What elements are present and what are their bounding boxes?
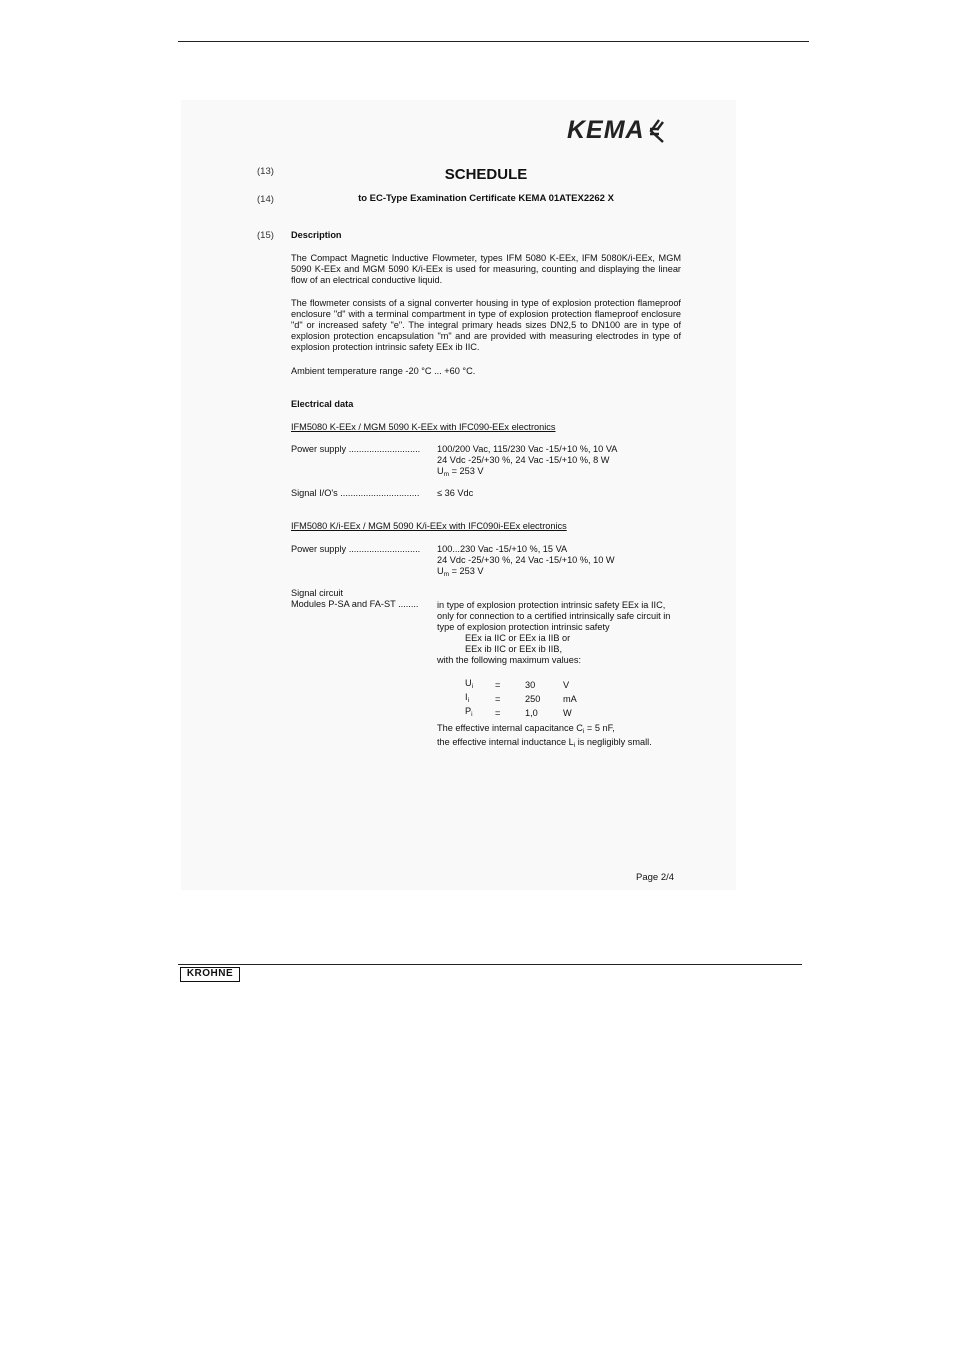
- certificate-subtitle: to EC-Type Examination Certificate KEMA 01ATEX2262 X: [358, 193, 614, 204]
- section1-power-line2: 24 Vdc -25/+30 %, 24 Vac -15/+10 %, 8 W: [437, 455, 610, 465]
- internal-values: [437, 723, 687, 751]
- table-row: [465, 706, 577, 720]
- bottom-rule: [178, 964, 802, 965]
- section2-signal-description: [437, 600, 687, 666]
- param-equals: =: [495, 679, 501, 690]
- section2-power-line2: 24 Vdc -25/+30 %, 24 Vac -15/+10 %, 10 W: [437, 555, 615, 565]
- signal-line-1: in type of explosion protection intrinsic safety EEx ia IIC,: [437, 600, 666, 610]
- param-unit: W: [563, 707, 572, 718]
- um-subscript: m: [443, 471, 450, 478]
- max-values-table: [465, 678, 577, 720]
- clause-number-13: (13): [257, 166, 274, 177]
- ambient-temperature: Ambient temperature range -20 °C ... +60 °C.: [291, 366, 476, 376]
- param-unit: mA: [563, 693, 577, 704]
- page-number: Page 2/4: [636, 872, 675, 883]
- param-equals: =: [495, 707, 501, 718]
- section2-um: [437, 566, 687, 580]
- param-equals: =: [495, 693, 501, 704]
- section1-power-line1: 100/200 Vac, 115/230 Vac -15/+10 %, 10 VA: [437, 444, 618, 454]
- section2-heading: IFM5080 K/i-EEx / MGM 5090 K/i-EEx with IFC090i-EEx electronics: [291, 521, 567, 531]
- param-symbol: $I_i$: [465, 692, 470, 704]
- section1-power-label: Power supply ............................: [291, 444, 421, 454]
- electrical-data-heading: Electrical data: [291, 399, 354, 409]
- kema-logo-text: KEMA: [567, 116, 645, 144]
- section1-um: [437, 466, 687, 480]
- um-symbol: U: [437, 466, 444, 476]
- kema-mark-icon: [647, 118, 669, 144]
- schedule-title: SCHEDULE: [444, 166, 528, 183]
- param-value: 1,0: [525, 707, 538, 718]
- signal-line-5: EEx ib IIC or EEx ib IIB,: [465, 644, 563, 654]
- signal-line-3: type of explosion protection intrinsic safety: [437, 622, 610, 632]
- section1-power-values: [437, 444, 687, 480]
- inductance-line: the effective internal inductance $L_i$ is negligibly small.: [437, 737, 652, 749]
- section2-signal-label: [291, 588, 436, 610]
- signal-line-4: EEx ia IIC or EEx ia IIB or: [465, 633, 571, 643]
- signal-line-2: only for connection to a certified intrinsically safe circuit in: [437, 611, 671, 621]
- clause-number-15: (15): [257, 230, 274, 241]
- table-row: [465, 692, 577, 706]
- param-symbol: $U_i$: [465, 678, 474, 690]
- section1-heading: IFM5080 K-EEx / MGM 5090 K-EEx with IFC090-EEx electronics: [291, 422, 556, 432]
- param-value: 250: [525, 693, 541, 704]
- table-row: [465, 678, 577, 692]
- top-rule: [178, 41, 809, 42]
- um-subscript: m: [443, 571, 450, 578]
- description-heading: Description: [291, 230, 342, 240]
- um-value: = 253 V: [449, 566, 484, 576]
- description-paragraph-1: The Compact Magnetic Inductive Flowmeter, types IFM 5080 K-EEx, IFM 5080K/i-EEx, MGM 5090 K-EEx and MGM 5090 K/i-EEx is used for measuring, counting and displaying the linear flow of an electrical conductive liquid.: [291, 253, 681, 285]
- section1-signal-label: Signal I/O's ...............................: [291, 488, 420, 498]
- param-value: 30: [525, 679, 536, 690]
- kema-logo: [567, 116, 669, 145]
- signal-line-6: with the following maximum values:: [437, 655, 581, 665]
- description-paragraph-2: The flowmeter consists of a signal converter housing in type of explosion protection flameproof enclosure "d" with a terminal compartment in type of explosion protection flameproof enclosure "d" or increased safety "e". The integral primary heads sizes DN2,5 to DN100 are in type of explosion protection encapsulation "m" and are provided with measuring electrodes in type of explosion protection intrinsic safety EEx ib IIC.: [291, 298, 681, 352]
- signal-circuit-label: Signal circuit: [291, 588, 344, 598]
- section1-signal-value: ≤ 36 Vdc: [437, 488, 474, 498]
- modules-label: Modules P-SA and FA-ST ........: [291, 599, 419, 609]
- section2-power-values: [437, 544, 687, 580]
- section2-power-line1: 100...230 Vac -15/+10 %, 15 VA: [437, 544, 568, 554]
- section2-power-label: Power supply ............................: [291, 544, 421, 554]
- param-symbol: $P_i$: [465, 706, 473, 718]
- capacitance-line: The effective internal capacitance $C_i = 5$ nF,: [437, 723, 615, 735]
- um-value: = 253 V: [449, 466, 484, 476]
- krohne-logo: KROHNE: [180, 967, 240, 982]
- param-unit: V: [563, 679, 570, 690]
- um-symbol: U: [437, 566, 444, 576]
- clause-number-14: (14): [257, 194, 274, 205]
